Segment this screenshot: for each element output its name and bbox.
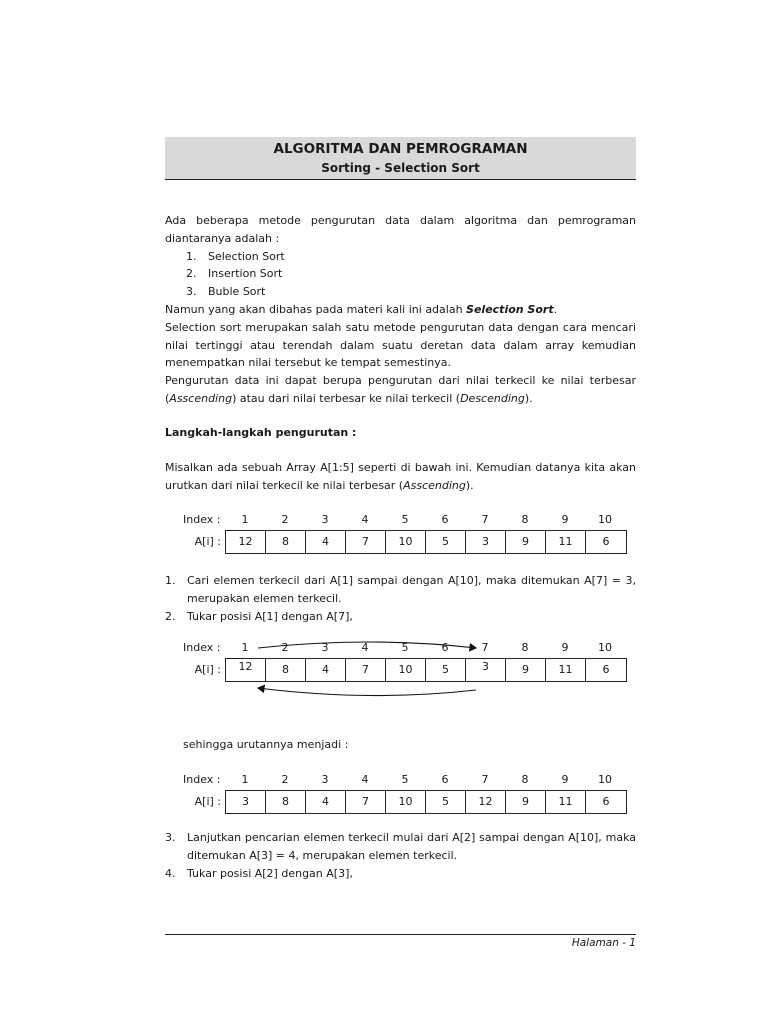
index-number: 6 xyxy=(441,641,449,654)
array-cell: 4 xyxy=(306,531,346,553)
array-cell: 7 xyxy=(346,791,386,813)
index-number: 9 xyxy=(561,773,569,786)
order-paragraph-line1: Pengurutan data ini dapat berupa pengurutan dari nilai terkecil ke nilai terbesar xyxy=(165,374,636,388)
index-number: 5 xyxy=(401,773,409,786)
array-cell: 7 xyxy=(346,659,386,681)
document-title: ALGORITMA DAN PEMROGRAMAN xyxy=(273,141,528,157)
array-cell: 11 xyxy=(546,531,586,553)
index-number: 4 xyxy=(361,513,369,526)
index-number: 2 xyxy=(281,641,289,654)
index-number: 7 xyxy=(481,513,489,526)
array-cell: 11 xyxy=(546,659,586,681)
emphasis-text: Selection Sort xyxy=(466,302,554,316)
index-number: 5 xyxy=(401,513,409,526)
array-cell: 6 xyxy=(602,535,610,548)
array-cell: 7 xyxy=(346,531,386,553)
index-label: Index : xyxy=(183,513,221,526)
array-cell: 5 xyxy=(426,791,466,813)
example-paragraph: Misalkan ada sebuah Array A[1:5] seperti di bawah ini. Kemudian datanya kita akan urutkan dari nilai terkecil ke nilai terbesar (Asscending). xyxy=(165,461,636,492)
index-number: 5 xyxy=(401,641,409,654)
array-cell: 10 xyxy=(386,659,426,681)
array-cell: 8 xyxy=(266,791,306,813)
array-cell: 5 xyxy=(426,659,466,681)
array-cell: 12 xyxy=(226,531,266,553)
array-cell: 9 xyxy=(506,531,546,553)
definition-paragraph: Selection sort merupakan salah satu metode pengurutan data dengan cara mencari nilai tertinggi atau terendah dalam suatu deretan data dalam array kemudian menempatkan nilai tersebut ke tempat semestinya. xyxy=(165,320,636,370)
array-cell: 8 xyxy=(266,531,306,553)
index-label: Index : xyxy=(183,641,221,654)
index-number: 9 xyxy=(561,513,569,526)
array-cell: 5 xyxy=(426,531,466,553)
focus-paragraph: Namun yang akan dibahas pada materi kali ini adalah Selection Sort. xyxy=(165,302,558,316)
index-number: 3 xyxy=(321,773,329,786)
array-cell: 9 xyxy=(506,791,546,813)
index-number: 7 xyxy=(481,773,489,786)
array-cell: 3 xyxy=(466,531,506,553)
intro-paragraph: Ada beberapa metode pengurutan data dalam algoritma dan pemrograman diantaranya adalah : xyxy=(165,214,636,245)
array-cell: 12 xyxy=(226,659,266,681)
swap-arrow-forward xyxy=(258,642,476,648)
page-number: Halaman - 1 xyxy=(571,937,636,949)
index-number: 4 xyxy=(361,773,369,786)
result-text: sehingga urutannya menjadi : xyxy=(183,738,349,751)
footer-divider xyxy=(165,934,636,935)
array-cells xyxy=(225,790,627,814)
document-subtitle: Sorting - Selection Sort xyxy=(321,161,480,175)
swap-arrow-back xyxy=(258,688,476,696)
index-number: 6 xyxy=(441,773,449,786)
index-number: 10 xyxy=(598,513,612,526)
index-number: 8 xyxy=(521,513,529,526)
index-label: Index : xyxy=(183,773,221,786)
order-paragraph-line2: (Asscending) atau dari nilai terbesar ke nilai terkecil (Descending). xyxy=(165,391,533,405)
index-number: 6 xyxy=(441,513,449,526)
list-item: 3. Lanjutkan pencarian elemen terkecil mulai dari A[2] sampai dengan A[10], maka ditemukan A[3] = 4, merupakan elemen terkecil. xyxy=(165,831,636,862)
array-cell: 3 xyxy=(466,659,506,681)
list-item: 3. Buble Sort xyxy=(186,285,266,299)
index-number: 4 xyxy=(361,641,369,654)
array-cell: 9 xyxy=(506,659,546,681)
array-cell: 10 xyxy=(386,531,426,553)
list-item: 2. Insertion Sort xyxy=(186,267,283,281)
index-number: 7 xyxy=(481,641,489,654)
index-number: 8 xyxy=(521,773,529,786)
array-cell: 12 xyxy=(466,791,506,813)
array-cell: 6 xyxy=(602,663,610,676)
array-cell: 3 xyxy=(226,791,266,813)
array-cell: 10 xyxy=(386,791,426,813)
array-label: A[i] : xyxy=(194,535,221,548)
array-cell: 6 xyxy=(602,795,610,808)
list-item: 1. Selection Sort xyxy=(186,249,285,263)
array-cell: 4 xyxy=(306,791,346,813)
index-number: 3 xyxy=(321,513,329,526)
steps-heading: Langkah-langkah pengurutan : xyxy=(165,426,357,439)
index-number: 1 xyxy=(241,773,249,786)
index-number: 3 xyxy=(321,641,329,654)
index-number: 10 xyxy=(598,641,612,654)
index-number: 8 xyxy=(521,641,529,654)
array-cell: 4 xyxy=(306,659,346,681)
index-number: 2 xyxy=(281,773,289,786)
array-table-result xyxy=(165,771,636,815)
index-number: 10 xyxy=(598,773,612,786)
array-cell: 11 xyxy=(546,791,586,813)
array-label: A[i] : xyxy=(194,795,221,808)
list-item: 2. Tukar posisi A[1] dengan A[7], xyxy=(165,609,353,623)
array-label: A[i] : xyxy=(194,663,221,676)
index-number: 9 xyxy=(561,641,569,654)
index-number: 1 xyxy=(241,513,249,526)
list-item: 4. Tukar posisi A[2] dengan A[3], xyxy=(165,866,353,880)
index-number: 1 xyxy=(241,641,249,654)
index-number: 2 xyxy=(281,513,289,526)
steps-list-b xyxy=(165,829,636,882)
array-cell: 8 xyxy=(266,659,306,681)
list-item: 1. Cari elemen terkecil dari A[1] sampai dengan A[10], maka ditemukan A[7] = 3, merupakan elemen terkecil. xyxy=(165,574,636,605)
